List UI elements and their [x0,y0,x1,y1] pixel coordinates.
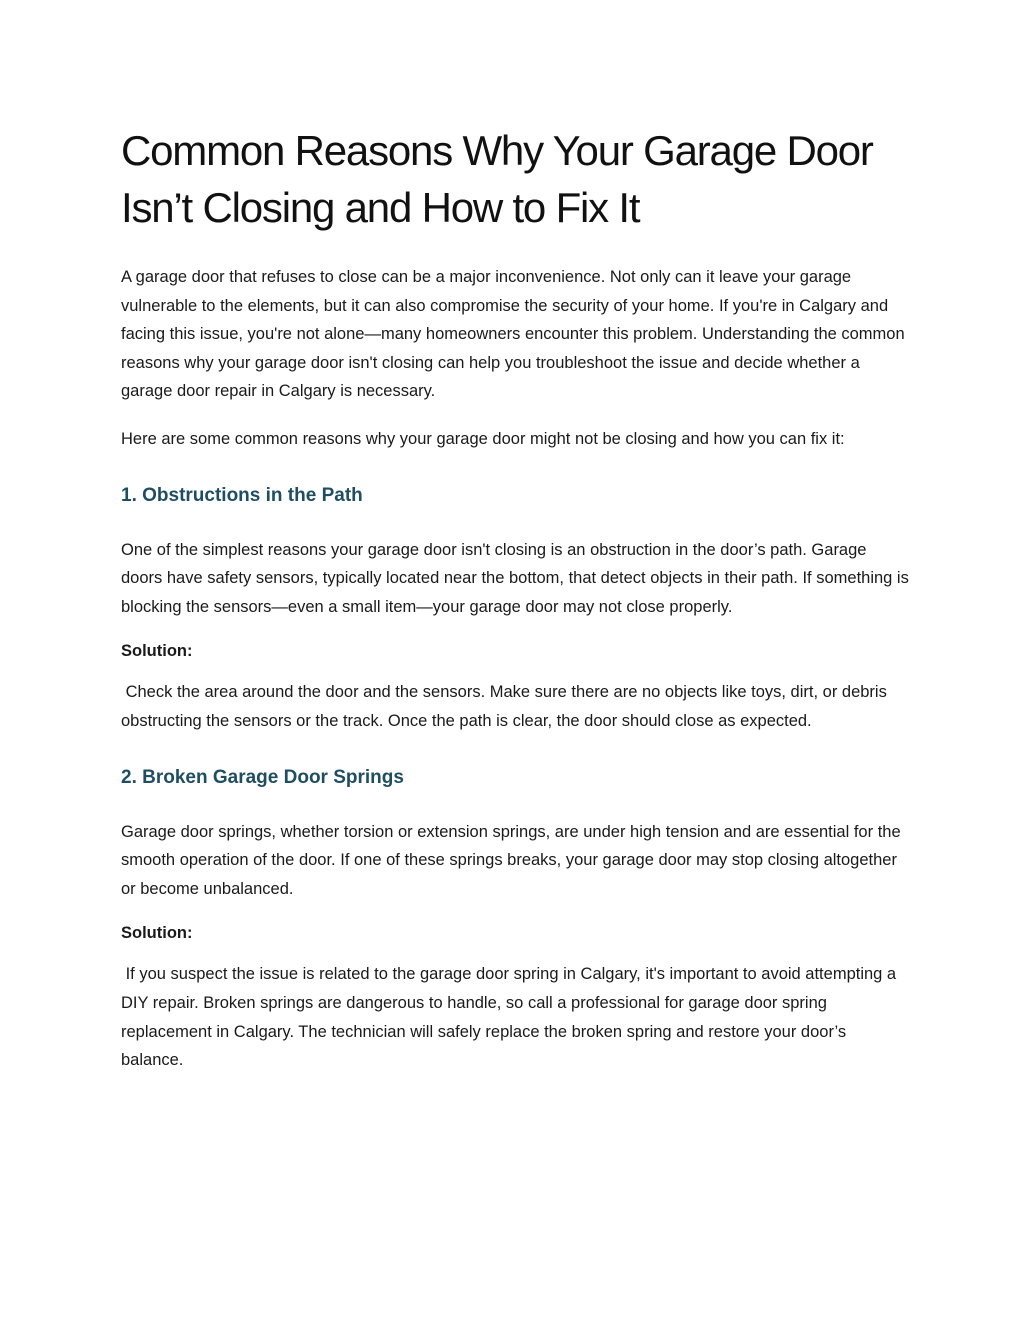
solution-text-springs: If you suspect the issue is related to the garage door spring in Calgary, it's important to avoid attempting a DIY repair. Broken springs are dangerous to handle, so call a professional for garage door spring replacement in Calgary. The technician will safely replace the broken spring and restore your door’s balance. [121,965,901,1070]
document-title: Common Reasons Why Your Garage Door Isn’t Closing and How to Fix It [121,127,873,231]
section-body-obstructions: One of the simplest reasons your garage door isn't closing is an obstruction in the door’s path. Garage doors have safety sensors, typically located near the bottom, that detect objects in their path. If something is blocking the sensors—even a small item—your garage door may not close properly. [121,540,909,616]
section-body-springs: Garage door springs, whether torsion or extension springs, are under high tension and are essential for the smooth operation of the door. If one of these springs breaks, your garage door may stop closing altogether or become unbalanced. [121,822,901,898]
intro-paragraph: A garage door that refuses to close can be a major inconvenience. Not only can it leave your garage vulnerable to the elements, but it can also compromise the security of your home. If you're in Calgary and facing this issue, you're not alone—many homeowners encounter this problem. Understanding the common reasons why your garage door isn't closing can help you troubleshoot the issue and decide whether a garage door repair in Calgary is necessary. [121,268,905,401]
solution-label-springs: Solution: [121,924,193,943]
solution-text-obstructions: Check the area around the door and the sensors. Make sure there are no objects like toys, dirt, or debris obstructing the sensors or the track. Once the path is clear, the door should close as expected. [121,683,892,730]
lead-in-paragraph: Here are some common reasons why your garage door might not be closing and how you can fix it: [121,429,845,448]
solution-label-obstructions: Solution: [121,642,193,661]
section-heading-springs: 2. Broken Garage Door Springs [121,766,404,788]
document-content [121,122,911,1075]
section-heading-obstructions: 1. Obstructions in the Path [121,484,363,506]
